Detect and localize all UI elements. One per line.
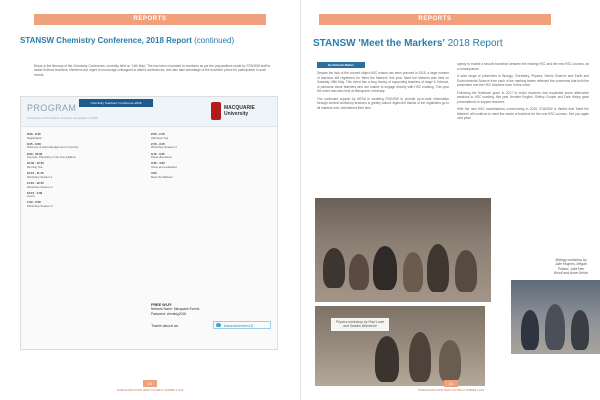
reports-banner: REPORTS <box>319 14 551 25</box>
page-footer <box>301 380 600 394</box>
schedule-item <box>27 201 145 208</box>
wifi-password: Password: chembig2018 <box>151 311 186 316</box>
schedule-text: Close and evaluation <box>151 164 178 169</box>
schedule-item <box>27 153 145 160</box>
schedule-text: Panel discussion <box>151 155 172 160</box>
schedule-text: Welcome & Acknowledgement of Country <box>27 145 79 150</box>
schedule-text: Workshop Session 3 <box>27 204 53 209</box>
article-paragraph: The continued support by NESA in enabling STANSW to provide up-to-date information through several workshop sessions is greatly valued. Again the thanks of the organisers go to all markers who volunteered their time. <box>317 96 449 110</box>
footer-text: SCIENCE EDUCATION NEWS VOLUME 67 NUMBER 3 2018 <box>417 389 485 392</box>
macquarie-logo <box>211 101 275 123</box>
schedule-time: 11:15 - 12:15 <box>27 180 44 185</box>
schedule-time: 10:00 - 10:15 <box>27 161 44 166</box>
title-suffix: 2018 Report <box>447 38 503 49</box>
program-subtitle: Conference of the Science Teachers' Association of NSW <box>27 116 98 120</box>
schedule-time: 2:00 - 2:15 <box>151 132 165 136</box>
wifi-network: Network Name: Macquarie Events <box>151 307 200 312</box>
schedule-text: Registration <box>27 135 42 140</box>
schedule-item <box>27 192 145 199</box>
schedule-time: 8:00 - 8:45 <box>27 132 41 136</box>
title-suffix: (continued) <box>194 36 235 45</box>
page-title <box>313 38 503 49</box>
photo-caption-biology: Biology workshop by Julie Hughes, Megan Pollard, Julia Hen Woolf and Anne Gelich <box>549 256 593 278</box>
sponsor-box: Chemistry Teachers' Conference 2018 <box>79 99 153 107</box>
schedule-time: 8:45 - 9:00 <box>27 141 41 146</box>
schedule-time: 4:00 <box>151 171 157 176</box>
workshop-photo-audience <box>315 198 491 302</box>
macquarie-logo-text: MACQUARIE University <box>224 105 255 117</box>
twitter-handle-box[interactable] <box>213 321 271 329</box>
page-number: 10 <box>143 380 157 387</box>
page-title <box>20 36 234 45</box>
schedule-time: 10:15 - 11:15 <box>27 171 44 176</box>
twitter-handle: #stanswchem18 <box>224 323 253 328</box>
schedule-item <box>151 172 269 179</box>
twitter-bird-icon <box>216 323 221 327</box>
title-text: STANSW Chemistry Conference, 2018 Report <box>20 36 192 45</box>
schedule-item <box>27 133 145 140</box>
article-paragraph: With the new HSC examinations commencing in 2019, STANSW is thrilled that 'Meet the Markers' will continue to meet the needs of teachers for the new HSC courses. See you again next year! <box>457 107 589 120</box>
schedule-time: 3:45 - 4:00 <box>151 161 165 166</box>
schedule-item <box>151 153 269 160</box>
article-column-1 <box>317 62 449 113</box>
schedule-item <box>27 143 145 150</box>
program-title: PROGRAM <box>27 103 77 113</box>
wifi-info <box>151 303 199 316</box>
schedule-text: Morning Tea <box>27 164 43 169</box>
title-text: STANSW 'Meet the Markers' <box>313 38 445 49</box>
schedule-text: Meet the Markers <box>151 174 173 179</box>
photo-caption-physics: Physics workshop by Paul Lowe and Sandra Warnecke <box>331 318 389 331</box>
intro-paragraph: Below is the itinerary of the Chemistry Conference, currently held on '14th May'. The has been circulated to members as per the preparations made by STANSW staff to assist Science teachers. Members are urged to encourage colleagues to attend conferences, and also take advantage of the excellent prices for participation in such events. <box>34 64 271 77</box>
schedule-item <box>151 143 269 150</box>
article-paragraph: openly to enable a smooth transition between the existing HSC and the new HSC courses, as a consequence. <box>457 62 589 71</box>
tweet-label: Tweet about us <box>151 323 179 328</box>
schedule-item <box>151 133 269 140</box>
schedule-time: 2:15 - 3:15 <box>151 141 165 146</box>
byline: By Deborah Mather <box>317 62 365 68</box>
article-paragraph: Following the feedback given in 2017 in which teachers had requested some alternative sessions to HSC marking, this year Jennifer English, Shirley Cooper and Dale Hislop gave presentations to support teachers. <box>457 90 589 104</box>
schedule-time: 1:00 - 2:00 <box>27 200 41 205</box>
schedule-text: Workshop Session 1 <box>27 174 53 179</box>
program-header <box>21 97 277 127</box>
article-paragraph: A wide range of presenters in Biology, Chemistry, Physics, Senior Science and Earth and Environmental Science from each of the marking teams reflected the comments that both the presenters and the HSC teachers have in this event. <box>457 74 589 87</box>
page-footer <box>0 380 300 394</box>
footer-text: SCIENCE EDUCATION NEWS VOLUME 67 NUMBER 3 2018 <box>116 389 184 392</box>
workshop-photo-biology <box>511 280 600 354</box>
schedule-text: Afternoon Tea <box>151 135 169 140</box>
right-page <box>300 0 600 400</box>
schedule-time: 12:15 - 1:00 <box>27 190 43 195</box>
article-column-2 <box>457 62 589 124</box>
schedule-item <box>151 162 269 169</box>
macquarie-lighthouse-icon <box>211 102 221 120</box>
schedule-text: Keynote: Chemistry in the new syllabus <box>27 155 76 160</box>
program-card <box>20 96 278 350</box>
schedule-column-2 <box>151 133 269 182</box>
page-number: 11 <box>444 380 458 387</box>
schedule-item <box>27 162 145 169</box>
schedule-text: Lunch <box>27 194 35 199</box>
schedule-item <box>27 172 145 179</box>
schedule-column-1 <box>27 133 145 211</box>
reports-banner: REPORTS <box>34 14 266 25</box>
schedule-text: Workshop Session 4 <box>151 145 177 150</box>
schedule-time: 3:15 - 3:45 <box>151 151 165 156</box>
schedule-time: 9:00 - 10:00 <box>27 151 43 156</box>
schedule-item <box>27 182 145 189</box>
wifi-label: FREE WI-FI <box>151 303 172 307</box>
article-paragraph: Despite the lack of the concert object HSC exams has been planned in 2018, a large number of teachers still registered for 'Meet the Markers' this year. Meet the Markers was held on Saturday 26th May. This event has a long history of supporting teachers of stage 6 Science, in particular those teachers who are unable to engage directly with HSC marking. This year the event was also held at Macquarie University. <box>317 71 449 93</box>
schedule-text: Workshop Session 2 <box>27 184 53 189</box>
